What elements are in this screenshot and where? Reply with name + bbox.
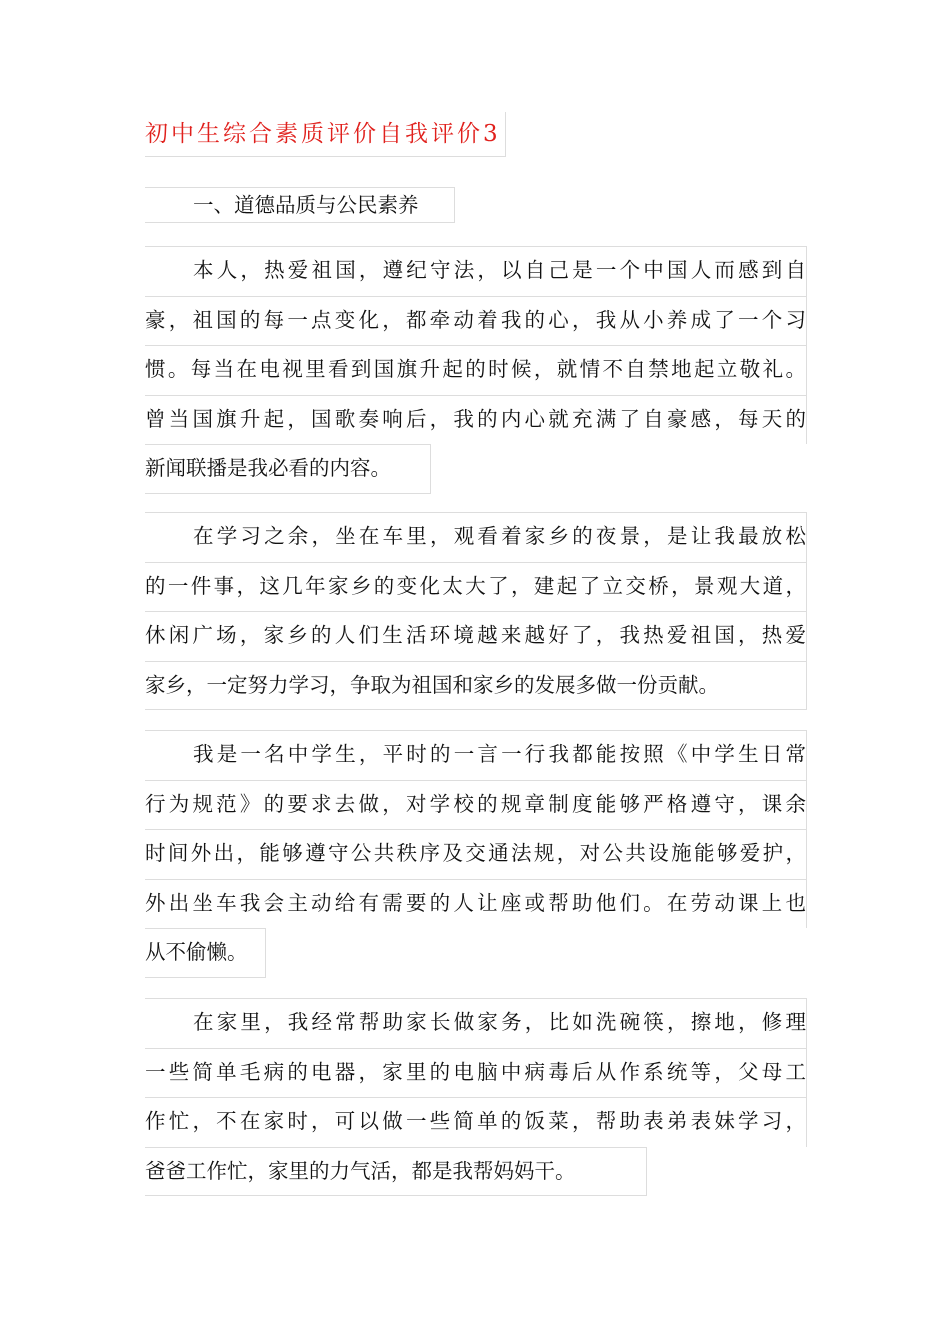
paragraph-line: 豪，祖国的每一点变化，都牵动着我的心，我从小养成了一个习 (145, 296, 807, 346)
paragraph-1 (145, 246, 807, 494)
paragraph-line: 一些简单毛病的电器，家里的电脑中病毒后从作系统等，父母工 (145, 1048, 807, 1098)
paragraph-line: 在学习之余，坐在车里，观看着家乡的夜景，是让我最放松 (145, 512, 807, 562)
paragraph-line: 新闻联播是我必看的内容。 (145, 444, 431, 494)
paragraph-line: 惯。每当在电视里看到国旗升起的时候，就情不自禁地起立敬礼。 (145, 345, 807, 395)
paragraph-line: 本人，热爱祖国，遵纪守法，以自己是一个中国人而感到自 (145, 246, 807, 296)
document-title: 初中生综合素质评价自我评价3 (145, 112, 506, 157)
paragraph-line: 的一件事，这几年家乡的变化太大了，建起了立交桥，景观大道， (145, 562, 807, 612)
paragraph-line: 家乡，一定努力学习，争取为祖国和家乡的发展多做一份贡献。 (145, 661, 807, 711)
paragraph-4 (145, 998, 807, 1196)
paragraph-line: 休闲广场，家乡的人们生活环境越来越好了，我热爱祖国，热爱 (145, 611, 807, 661)
paragraph-2 (145, 512, 807, 710)
paragraph-3 (145, 730, 807, 978)
paragraph-line: 作忙，不在家时，可以做一些简单的饭菜，帮助表弟表妹学习， (145, 1097, 807, 1147)
paragraph-line: 时间外出，能够遵守公共秩序及交通法规，对公共设施能够爱护， (145, 829, 807, 879)
paragraph-line: 外出坐车我会主动给有需要的人让座或帮助他们。在劳动课上也 (145, 879, 807, 929)
paragraph-line: 曾当国旗升起，国歌奏响后，我的内心就充满了自豪感，每天的 (145, 395, 807, 445)
paragraph-line: 在家里，我经常帮助家长做家务，比如洗碗筷，擦地，修理 (145, 998, 807, 1048)
paragraph-line: 从不偷懒。 (145, 928, 266, 978)
paragraph-line: 行为规范》的要求去做，对学校的规章制度能够严格遵守，课余 (145, 780, 807, 830)
paragraph-line: 我是一名中学生，平时的一言一行我都能按照《中学生日常 (145, 730, 807, 780)
section-heading: 一、道德品质与公民素养 (145, 187, 455, 223)
paragraph-line: 爸爸工作忙，家里的力气活，都是我帮妈妈干。 (145, 1147, 647, 1197)
